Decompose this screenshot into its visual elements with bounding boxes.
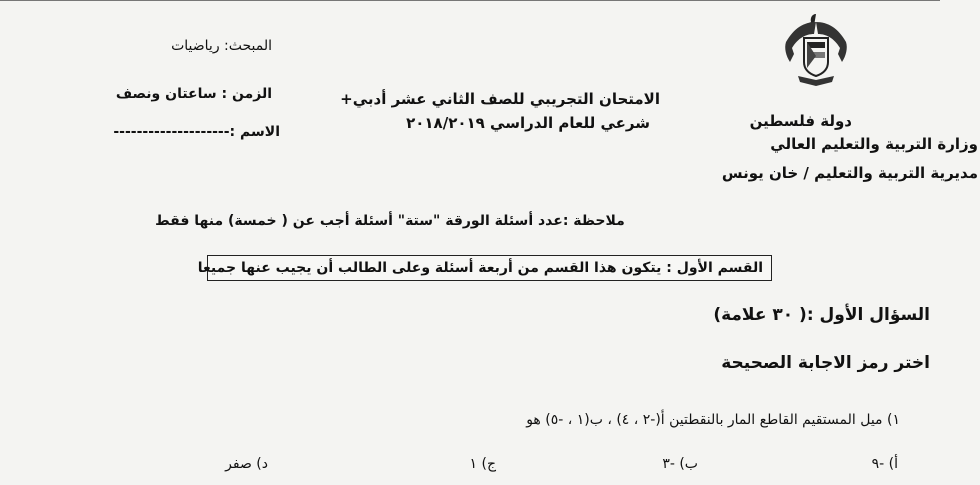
choice-b: ب) -٣: [662, 456, 698, 472]
ministry-name: وزارة التربية والتعليم العالي: [770, 135, 978, 153]
question-one-stem: ١) ميل المستقيم القاطع المار بالنقطتين ﺃ(-٢ ، ٤) ، ب(١ ، -٥) هو: [526, 412, 900, 428]
palestine-emblem-icon: [776, 8, 856, 90]
exam-note: ملاحظة :عدد أسئلة الورقة "ستة" أسئلة أجب عن ( خمسة) منها فقط: [155, 213, 625, 229]
choice-a: أ) -٩: [871, 456, 898, 472]
duration-label: الزمن : ساعتان ونصف: [115, 86, 272, 102]
student-name-field: الاسم :--------------------: [113, 124, 280, 140]
exam-year: شرعي للعام الدراسي ٢٠١٨/٢٠١٩: [406, 114, 650, 132]
question-one-title: السؤال الأول :( ٣٠ علامة): [713, 305, 930, 325]
section-one-text: القسم الأول : يتكون هذا القسم من أربعة أسئلة وعلى الطالب أن يجيب عنها جميعا: [197, 260, 763, 276]
section-one-box: [197, 255, 772, 281]
subject-label: المبحث: رياضيات: [171, 38, 272, 54]
exam-title: الامتحان التجريبي للصف الثاني عشر أدبي+: [340, 90, 660, 108]
header-divider: [0, 0, 940, 1]
choice-d: د) صفر: [225, 456, 268, 472]
choice-c: ج) ١: [469, 456, 496, 472]
state-name: دولة فلسطين: [749, 112, 852, 130]
question-one-instruction: اختر رمز الاجابة الصحيحة: [721, 353, 930, 373]
directorate-name: مديرية التربية والتعليم / خان يونس: [721, 164, 978, 182]
